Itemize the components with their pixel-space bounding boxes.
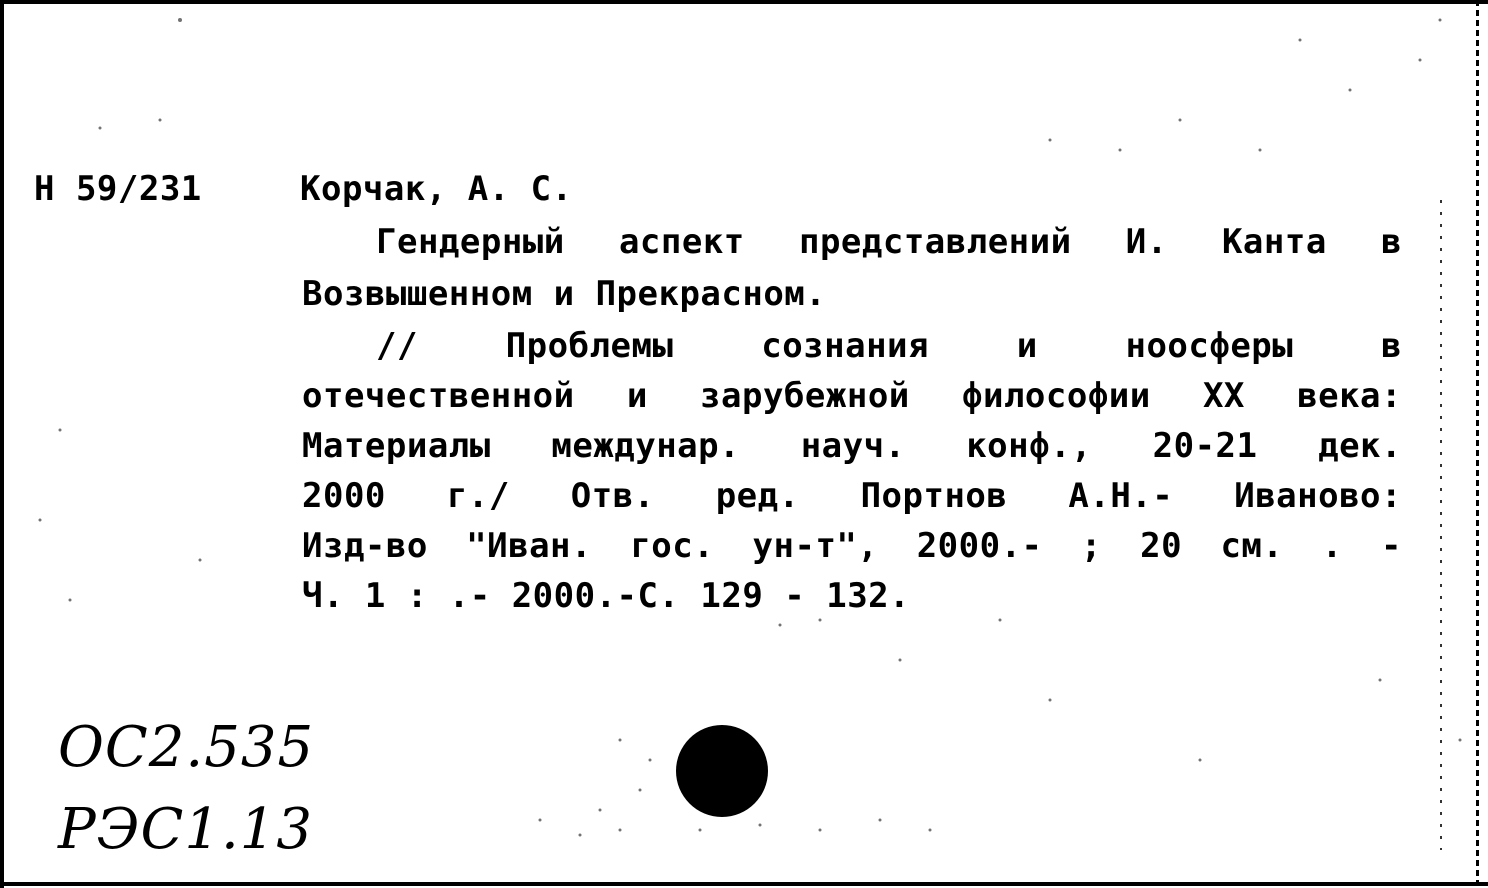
description-line-5: Материалы междунар. науч. конф., 20-21 дек.: [302, 426, 1402, 466]
description-line-4: отечественной и зарубежной философии XX века:: [302, 376, 1402, 416]
card-border-right: [1476, 0, 1479, 888]
description-line-3: // Проблемы сознания и ноосферы в: [376, 326, 1402, 366]
handwritten-code-1: ОС2.535: [58, 715, 315, 780]
description-line-7: Изд-во "Иван. гос. ун-т", 2000.- ; 20 см. . -: [302, 526, 1402, 566]
card-border-top: [0, 0, 1488, 4]
punch-hole: [676, 725, 768, 817]
card-edge-dots: [1440, 200, 1442, 850]
description-line-8: Ч. 1 : .- 2000.-С. 129 - 132.: [302, 576, 911, 616]
description-line-2: Возвышенном и Прекрасном.: [302, 274, 827, 314]
card-border-bottom: [0, 882, 1488, 886]
description-line-1: Гендерный аспект представлений И. Канта в: [376, 222, 1402, 262]
call-number: Н 59/231: [34, 169, 202, 209]
author-heading: Корчак, А. С.: [300, 169, 573, 209]
description-line-6: 2000 г./ Отв. ред. Портнов А.Н.- Иваново:: [302, 476, 1402, 516]
handwritten-code-2: РЭС1.13: [58, 797, 314, 862]
card-border-left: [0, 0, 4, 888]
